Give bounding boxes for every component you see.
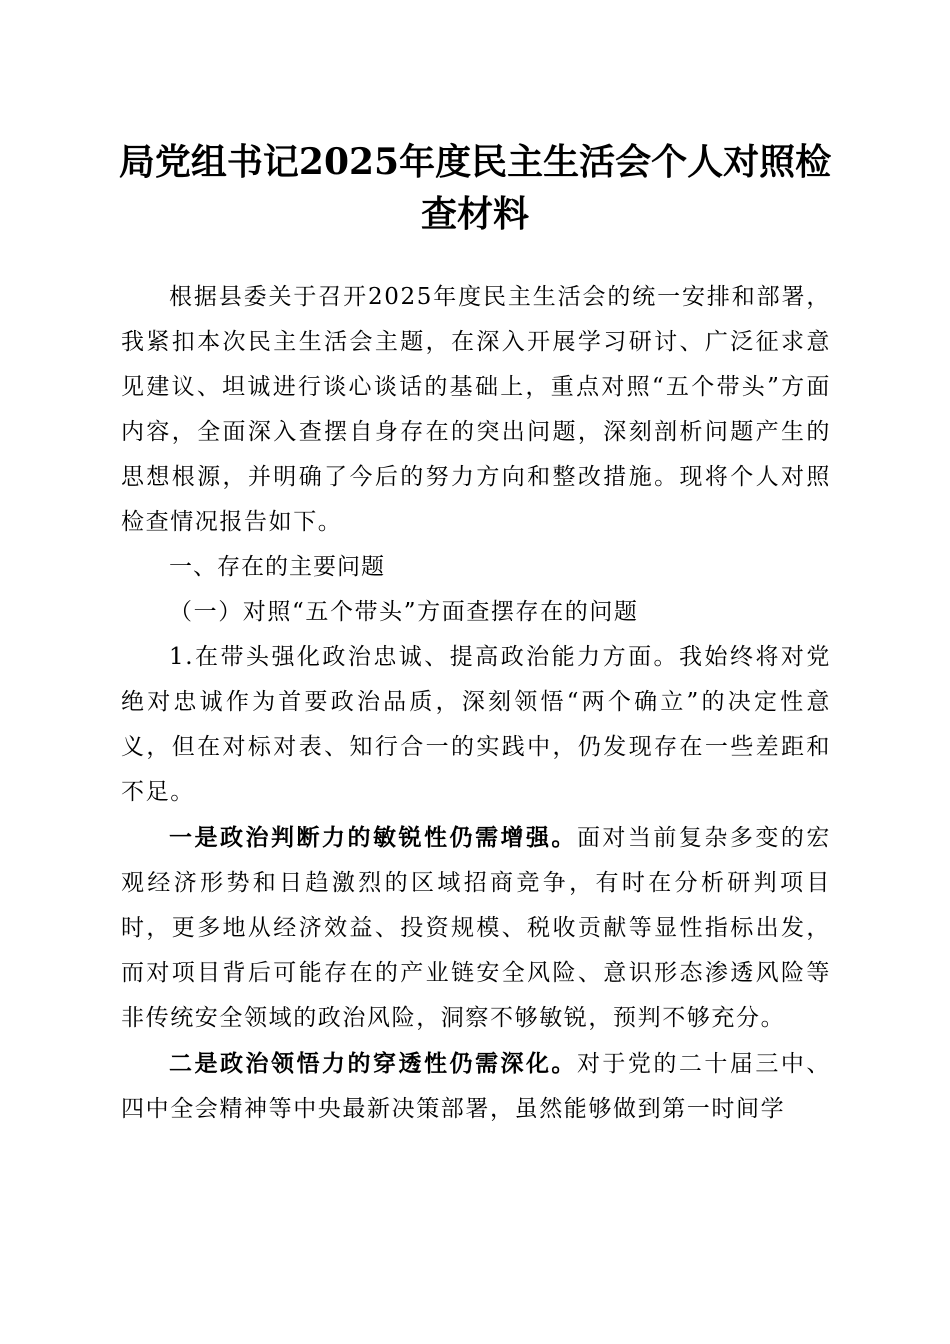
point-lead: 一是政治判断力的敏锐性仍需增强。 <box>169 824 577 851</box>
point-paragraph <box>121 815 831 1041</box>
document-body <box>121 275 831 1132</box>
point-text: 对于党的二十届三中、四中全会精神等中央最新决策部署，虽然能够做到第一时间学 <box>121 1051 831 1122</box>
intro-paragraph: 根据县委关于召开2025年度民主生活会的统一安排和部署，我紧扣本次民主生活会主题，在深入开展学习研讨、广泛征求意见建议、坦诚进行谈心谈话的基础上，重点对照“五个带头”方面内容，全面深入查摆自身存在的突出问题，深刻剖析问题产生的思想根源，并明确了今后的努力方向和整改措施。现将个人对照检查情况报告如下。 <box>121 284 831 535</box>
point-text: 面对当前复杂多变的宏观经济形势和日趋激烈的区域招商竞争，有时在分析研判项目时，更多地从经济效益、投资规模、税收贡献等显性指标出发，而对项目背后可能存在的产业链安全风险、意识形态渗透风险等非传统安全领域的政治风险，洞察不够敏锐，预判不够充分。 <box>121 825 831 1031</box>
section-heading: 一、存在的主要问题 <box>169 554 385 580</box>
item-paragraph: 1.在带头强化政治忠诚、提高政治能力方面。我始终将对党绝对忠诚作为首要政治品质，深刻领悟“两个确立”的决定性意义，但在对标对表、知行合一的实践中，仍发现存在一些差距和不足。 <box>121 644 831 805</box>
title-line-2: 查材料 <box>420 193 529 235</box>
title-line-1: 局党组书记2025年度民主生活会个人对照检 <box>118 141 832 183</box>
point-paragraph <box>121 1041 831 1132</box>
document-title <box>110 136 840 240</box>
point-lead: 二是政治领悟力的穿透性仍需深化。 <box>169 1050 577 1077</box>
subsection-heading: （一）对照“五个带头”方面查摆存在的问题 <box>169 599 639 625</box>
